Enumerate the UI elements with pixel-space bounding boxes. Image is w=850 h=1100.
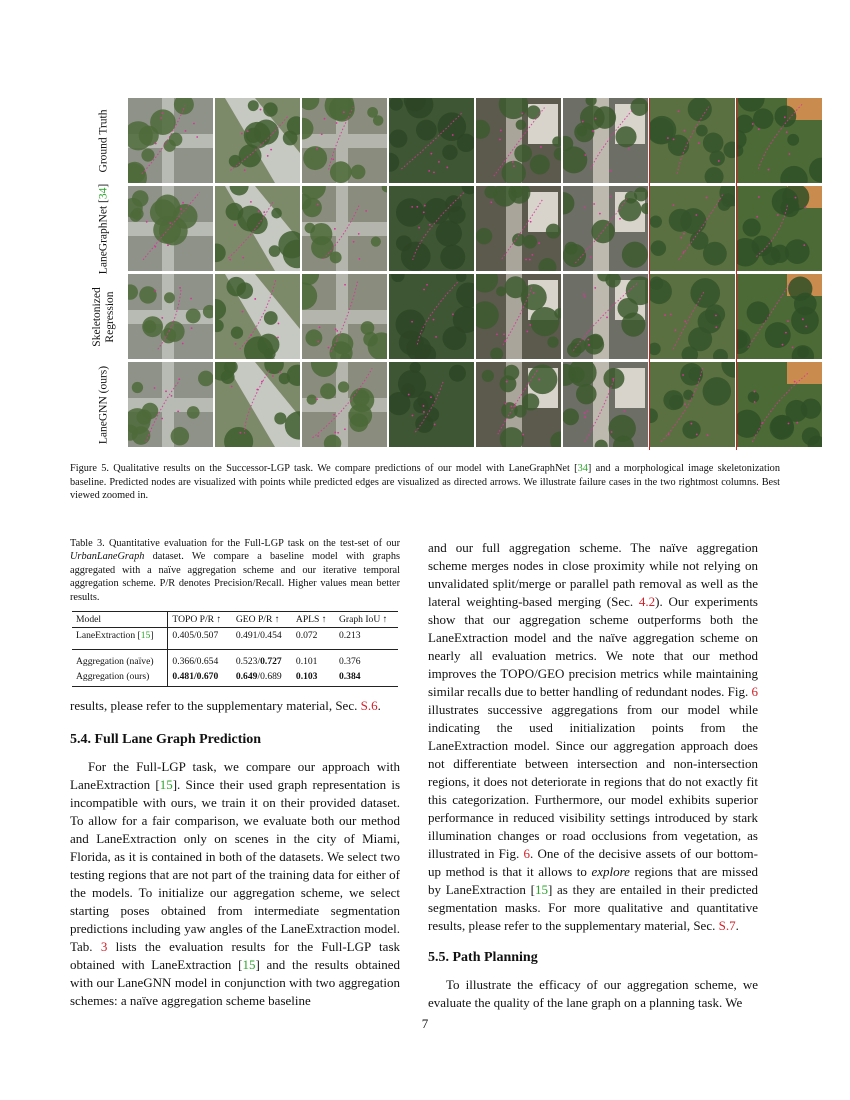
section-heading-5-4: 5.4. Full Lane Graph Prediction bbox=[70, 732, 262, 747]
aerial-thumbnail bbox=[302, 274, 387, 359]
figure-5 bbox=[80, 98, 766, 452]
paragraph: results, please refer to the supplementary material, Sec. S.6. bbox=[70, 698, 381, 713]
aerial-thumbnail bbox=[650, 186, 735, 271]
failure-case-separator bbox=[649, 98, 651, 450]
section-heading-5-5: 5.5. Path Planning bbox=[428, 950, 538, 965]
aerial-thumbnail bbox=[215, 98, 300, 183]
aerial-thumbnail bbox=[128, 362, 213, 447]
aerial-thumbnail bbox=[389, 274, 474, 359]
col-header: Model bbox=[72, 612, 168, 628]
aerial-thumbnail bbox=[128, 186, 213, 271]
col-header: Graph IoU ↑ bbox=[335, 612, 398, 628]
aerial-thumbnail bbox=[563, 362, 648, 447]
paragraph: To illustrate the efficacy of our aggregation scheme, we evaluate the quality of the lane graph on a planning task. We bbox=[428, 977, 758, 1010]
row-label-lanegnn: LaneGNN (ours) bbox=[97, 365, 110, 445]
table-row: LaneExtraction [15] 0.405/0.507 0.491/0.454 0.072 0.213 bbox=[72, 628, 398, 650]
aerial-thumbnail bbox=[215, 186, 300, 271]
aerial-thumbnail bbox=[389, 186, 474, 271]
aerial-thumbnail bbox=[737, 362, 822, 447]
aerial-thumbnail bbox=[737, 186, 822, 271]
aerial-thumbnail bbox=[650, 362, 735, 447]
row-label-lanegraphnet: LaneGraphNet [34] bbox=[97, 183, 110, 275]
row-label-skeletonized-regression: Skeletonized Regression bbox=[91, 287, 116, 347]
aerial-thumbnail bbox=[215, 362, 300, 447]
aerial-thumbnail bbox=[389, 362, 474, 447]
figure-5-caption: Figure 5. Qualitative results on the Successor-LGP task. We compare predictions of our model with LaneGraphNet [34] and a morphological image skeletonization baseline. Predicted nodes are visualized with points while predicted edges are visualized as directed arrows. We illustrate failure cases in the two rightmost columns. Best viewed zoomed in. bbox=[70, 463, 780, 502]
col-header: TOPO P/R ↑ bbox=[168, 612, 232, 628]
aerial-thumbnail bbox=[476, 98, 561, 183]
table-3-caption: Table 3. Quantitative evaluation for the Full-LGP task on the test-set of our UrbanLaneGraph dataset. We compare a baseline model with graphs aggregated with a naïve aggregation scheme and our iterative temporal aggregation scheme. P/R denotes Precision/Recall. Higher values mean better results. bbox=[70, 538, 400, 603]
table-header-row bbox=[72, 612, 398, 628]
aerial-thumbnail bbox=[737, 274, 822, 359]
failure-case-separator bbox=[736, 98, 738, 450]
aerial-thumbnail bbox=[215, 274, 300, 359]
table-row: Aggregation (naïve) 0.366/0.654 0.523/0.727 0.101 0.376 bbox=[72, 650, 398, 670]
aerial-thumbnail bbox=[563, 98, 648, 183]
aerial-thumbnail bbox=[128, 274, 213, 359]
aerial-thumbnail bbox=[737, 98, 822, 183]
aerial-thumbnail bbox=[476, 362, 561, 447]
col-header: APLS ↑ bbox=[292, 612, 335, 628]
right-column bbox=[428, 539, 758, 1012]
aerial-thumbnail bbox=[302, 98, 387, 183]
aerial-thumbnail bbox=[650, 274, 735, 359]
aerial-thumbnail bbox=[563, 186, 648, 271]
paragraph: and our full aggregation scheme. The naïve aggregation scheme merges nodes in close proximity while not relying on unvalidated split/merge or parallel path removal as well as the lateral weighting-based merging (Sec. 4.2). Our experiments show that our aggregation scheme outperforms both the LaneExtraction model and the naïve aggregation scheme on nearly all evaluation metrics. We note that our method improves the TOPO/GEO precision metrics while maintaining similar recalls due to better handling of redundant nodes. Fig. 6 illustrates successive aggregations from our model while indicating the used initialization points from the LaneExtraction model. Since our aggregation approach does not differentiate between intersection and non-intersection regions, it does not deteriorate in regions that do not exactly fit this categorization. Furthermore, our model exhibits superior performance in reduced visibility settings introduced by stark illumination changes or road occlusions from vegetation, as illustrated in Fig. 6. One of the decisive assets of our bottom-up method is that it allows to explore regions that are missed by LaneExtraction [15] as they are entailed in their predicted segmentation masks. For more qualitative and quantitative results, please refer to the supplementary material, Sec. S.7. bbox=[428, 540, 758, 933]
aerial-thumbnail bbox=[650, 98, 735, 183]
aerial-thumbnail bbox=[128, 98, 213, 183]
aerial-thumbnail bbox=[476, 274, 561, 359]
table-row: Aggregation (ours) 0.481/0.670 0.649/0.689 0.103 0.384 bbox=[72, 669, 398, 687]
row-label-ground-truth: Ground Truth bbox=[97, 109, 110, 173]
col-header: GEO P/R ↑ bbox=[232, 612, 292, 628]
aerial-thumbnail bbox=[302, 362, 387, 447]
page-number: 7 bbox=[421, 1016, 429, 1031]
left-column bbox=[70, 697, 400, 1010]
aerial-thumbnail bbox=[302, 186, 387, 271]
aerial-thumbnail bbox=[389, 98, 474, 183]
table-3 bbox=[72, 611, 398, 687]
aerial-thumbnail bbox=[476, 186, 561, 271]
aerial-thumbnail bbox=[563, 274, 648, 359]
paragraph: For the Full-LGP task, we compare our approach with LaneExtraction [15]. Since their used graph representation is incompatible with ours, we train it on their provided dataset. To allow for a fair comparison, we evaluate both our method and LaneExtraction only on scenes in the city of Miami, Florida, as it is contained in both of the datasets. We select two testing regions that are not part of the training data for either of the models. To initialize our aggregation scheme, we select starting poses obtained from intermediate segmentation predictions including yaw angles of the LaneExtraction model. Tab. 3 lists the evaluation results for the Full-LGP task obtained with LaneExtraction [15] and the results obtained with our LaneGNN model in conjunction with two aggregation schemes: a naïve aggregation scheme baseline bbox=[70, 759, 401, 1008]
